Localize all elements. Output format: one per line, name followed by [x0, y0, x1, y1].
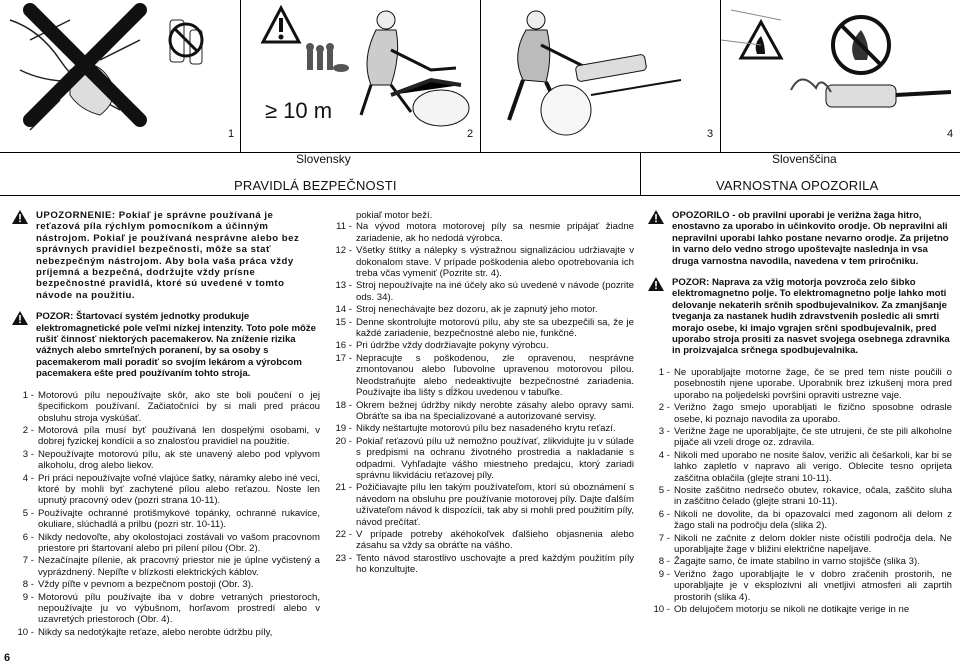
list-item: 12 - Všetky štítky a nálepky s výstražnou signalizáciou udržiavajte v dokonalom stave. V prípade poškodenia alebo opotrebovania ich treba včas vymeniť (Pozrite str. 4).	[335, 245, 634, 280]
figure-number: 2	[467, 128, 474, 140]
figure-4	[720, 0, 960, 152]
list-item: 18 - Okrem bežnej údržby nikdy nerobte zásahy alebo opravy sami. Obráťte sa iba na špecializované a autorizované servisy.	[335, 399, 634, 422]
rules-list	[330, 221, 634, 575]
warning-text: POZOR: Štartovací systém jednotky produkuje elektromagnetické pole veľmi nízkej intenzity. Toto pole môže rušiť činnosť niektorých pacemakerov. Na zníženie rizika vážnych alebo smrteľných poranení, by sa osoby s pacemakerom mali poradiť so svojím lekárom a výrobcom pacemakera ešte pred používaním tohto stroja.	[36, 311, 317, 380]
list-item: 14 - Stroj nenechávajte bez dozoru, ak je zapnutý jeho motor.	[335, 304, 598, 316]
figure-number: 3	[707, 128, 714, 140]
divider-line	[0, 195, 960, 196]
list-item: 5 - Používajte ochranné protišmykové topánky, ochranné rukavice, okuliare, slúchadlá a prilbu (pozri str. 10-11).	[22, 507, 320, 531]
list-item: 9 - Verižno žago uporabljajte le v dobro zračenih prostorih, ne uporabljajte je v eksplozivni ali vnetljivi atmosferi ali zaprtih prostorih (slika 4).	[658, 568, 952, 603]
distance-label: ≥ 10 m	[265, 98, 333, 123]
warning-icon	[12, 311, 28, 325]
warning-icon	[648, 277, 664, 291]
list-item: 2 - Motorová píla musí byť používaná len dospelými osobami, v dobrej fyzickej kondícii a so znalosťou pravidiel na použitie.	[22, 424, 320, 448]
warning-text: OPOZORILO - ob pravilni uporabi je verižna žaga hitro, enostavno za uporabo in učinkovito orodje. Ob nepravilni ali nepravilni uporabi lahko postane nevarno orodje. Za prijetno in varno delo vedno strogo upoštevajte naslednja in vsa druga varnostna navodila, navedena v tem priročniku.	[672, 210, 949, 267]
right-column	[648, 210, 952, 616]
list-item: 20 - Pokiaľ reťazovú pílu už nemožno používať, zlikvidujte ju v súlade s predpismi na ochranu životného prostredia a nakladanie s odpadmi. Vyhľadajte vášho miestneho predajcu, ktorý zariadi správnu likvidáciu reťazovej píly.	[335, 435, 634, 481]
rules-list	[12, 390, 320, 639]
warning-icon	[648, 210, 664, 224]
figure-number: 4	[947, 128, 954, 140]
figure-strip	[0, 0, 960, 152]
list-item: 9 - Motorovú pílu používajte iba v dobre vetraných priestoroch, nepoužívajte ju vo výbušnom, horľavom prostredí alebo v uzavretých priestoroch (Obr. 4).	[22, 591, 320, 626]
list-item: 6 - Nikoli ne dovolite, da bi opazovalci med zagonom ali delom z žago stali na področju dela (slika 2).	[658, 508, 952, 532]
list-item: 19 - Nikdy neštartujte motorovú pílu bez nasadeného krytu reťazí.	[335, 423, 616, 435]
continued-text: pokiaľ motor beží.	[356, 210, 433, 221]
warning-block	[648, 210, 952, 267]
figure-3-illustration	[481, 0, 721, 150]
list-item: 23 - Tento návod starostlivo uschovajte a pred každým použitím píly ho konzultujte.	[335, 552, 634, 576]
figure-1	[0, 0, 240, 152]
left-column-2	[330, 210, 634, 577]
list-item: 13 - Stroj nepoužívajte na iné účely ako sú uvedené v návode (pozrite ods. 34).	[335, 280, 634, 303]
list-item: 6 - Nikdy nedovoľte, aby okolostojaci zostávali vo vašom pracovnom priestore pri štartovaní alebo pri pílení pílou (Obr. 2).	[22, 531, 320, 554]
list-item: 2 - Verižno žago smejo uporabljati le fizično sposobne odrasle osebe, ki poznajo navodila za uporabo.	[658, 402, 952, 425]
list-item: 10 - Nikdy sa nedotýkajte reťaze, alebo nerobte údržbu píly,	[17, 626, 273, 638]
figure-number: 1	[228, 128, 235, 140]
list-item: 22 - V prípade potreby akéhokoľvek ďalšieho objasnenia alebo zásahu sa vždy sa obráťte na vášho.	[335, 528, 634, 552]
list-item: 11 - Na vývod motora motorovej píly sa nesmie pripájať žiadne zariadenie, ak ho nedodá výrobca.	[336, 221, 634, 244]
list-item: 17 - Nepracujte s poškodenou, zle opravenou, nesprávne zmontovanou alebo ľubovolne upravenou motorovou pílou. Neodstraňujte alebo nedeaktivujte bezpečnostné zariadenia. Používajte iba lišty s dĺžkou uvedenou v tabuľke.	[335, 352, 634, 399]
figure-4-illustration	[721, 0, 960, 150]
list-item: 8 - Vždy píľte v pevnom a bezpečnom postoji (Obr. 3).	[22, 579, 254, 591]
rules-list	[648, 367, 952, 616]
warning-text: POZOR: Naprava za vžig motorja povzroča zelo šibko elektromagnetno polje. To elektromagnetno polje lahko moti delovanje nekaterih srčnih spodbujevalnikov. Za zmanjšanje tveganja za nastanek hudih zdravstvenih posledic ali smrti morajo osebe, ki imajo vgrajen srčni spodbujevalnik, pred uporabo stroja prositi za nasvet svojega osebnega zdravnika in proizvajalca srčnega spodbujevalnika.	[672, 277, 950, 357]
warning-text: UPOZORNENIE: Pokiaľ je správne používaná je reťazová píla rýchlym pomocníkom a účinným nástrojom. Pokiaľ je používaná nesprávne alebo bez správnych pravidiel bezpečnosti, môže sa stať nebezpečným nástrojom. Aby bola vaša práca vždy príjemná a bezpečná, dodržujte vždy prísne bezpečnostné pravidlá, ktoré sú uvedené v tomto návode na použitiu.	[36, 210, 300, 301]
warning-block	[12, 311, 320, 379]
figure-2	[240, 0, 481, 152]
list-item: 7 - Nikoli ne začnite z delom dokler niste očistili področja dela. Ne uporabljajte žage v bližini električne napeljave.	[658, 532, 952, 555]
list-item: 8 - Žagajte samo, če imate stabilno in varno stojišče (slika 3).	[658, 556, 920, 568]
column-divider	[640, 152, 641, 195]
section-title-left: PRAVIDLÁ BEZPEČNOSTI	[234, 178, 397, 193]
list-item: 21 - Požičiavajte pílu len takým používateľom, ktorí sú oboznámení s návodom na obsluhu pre používanie motorovej píly. Dajte ďalším užívateľom návod k dispozícii, tak aby si mohli pred použitím píly, návod prečítať.	[335, 482, 634, 528]
list-item: 3 - Verižne žage ne uporabljajte, če ste utrujeni, če ste pili alkoholne pijače ali vzeli droge oz. zdravila.	[658, 425, 952, 449]
warning-icon	[12, 210, 28, 224]
figure-3	[480, 0, 721, 152]
list-item: 15 - Denne skontrolujte motorovú pílu, aby ste sa ubezpečili sa, že je každé zariadenie, bezpečnostné alebo nie, funkčné.	[335, 316, 634, 340]
warning-block	[648, 277, 952, 357]
list-item: 10 - Ob delujočem motorju se nikoli ne dotikajte verige in ne	[653, 604, 910, 615]
list-item: 5 - Nosite zaščitno nedrsečo obutev, rokavice, očala, zaščito sluha in zaščitno čelado (glejte strani 10-11).	[658, 484, 952, 508]
list-item: 4 - Nikoli med uporabo ne nosite šalov, verižic ali češarkoli, kar bi se lahko zapletlo v napravo ali verigo. Oblecite tesno oprijeta zaščitna oblačila (glejte strani 10-11).	[658, 449, 952, 484]
list-item: 1 - Motorovú pílu nepoužívajte skôr, ako ste boli poučení o jej špecifickom používaní. Začiatočníci by si mali pred prácou obsluhu stroja vyskúšať.	[22, 389, 320, 424]
language-heading-left: Slovensky	[296, 152, 351, 166]
list-item: 7 - Nezačínajte pílenie, ak pracovný priestor nie je úplne vyčistený a vyprázdnený. Nepíľte v blízkosti elektrických káblov.	[22, 555, 320, 578]
list-item: 4 - Pri práci nepoužívajte voľné vlajúce šatky, náramky alebo iné veci, ktoré by mohli byť zachytené pílou alebo reťazou. Noste len upnutý pracovný odev (pozri strana 10-11).	[22, 472, 320, 507]
figure-1-illustration	[0, 0, 240, 150]
section-title-right: VARNOSTNA OPOZORILA	[716, 178, 879, 193]
left-column-1	[12, 210, 320, 639]
list-item: 16 - Pri údržbe vždy dodržiavajte pokyny výrobcu.	[335, 340, 549, 352]
language-heading-right: Slovenščina	[772, 152, 837, 166]
figure-2-illustration	[241, 0, 481, 150]
warning-block	[12, 210, 320, 301]
list-item: 1 - Ne uporabljajte motorne žage, če se pred tem niste poučili o posebnostih njene uporabe. Uporabnik brez izkušenj mora pred uporabo na poljedelski površini opraviti ustrezne vaje.	[658, 366, 952, 401]
list-item: 3 - Nepoužívajte motorovú pílu, ak ste unavený alebo pod vplyvom alkoholu, drog alebo liekov.	[22, 448, 320, 472]
page-number: 6	[4, 652, 11, 664]
